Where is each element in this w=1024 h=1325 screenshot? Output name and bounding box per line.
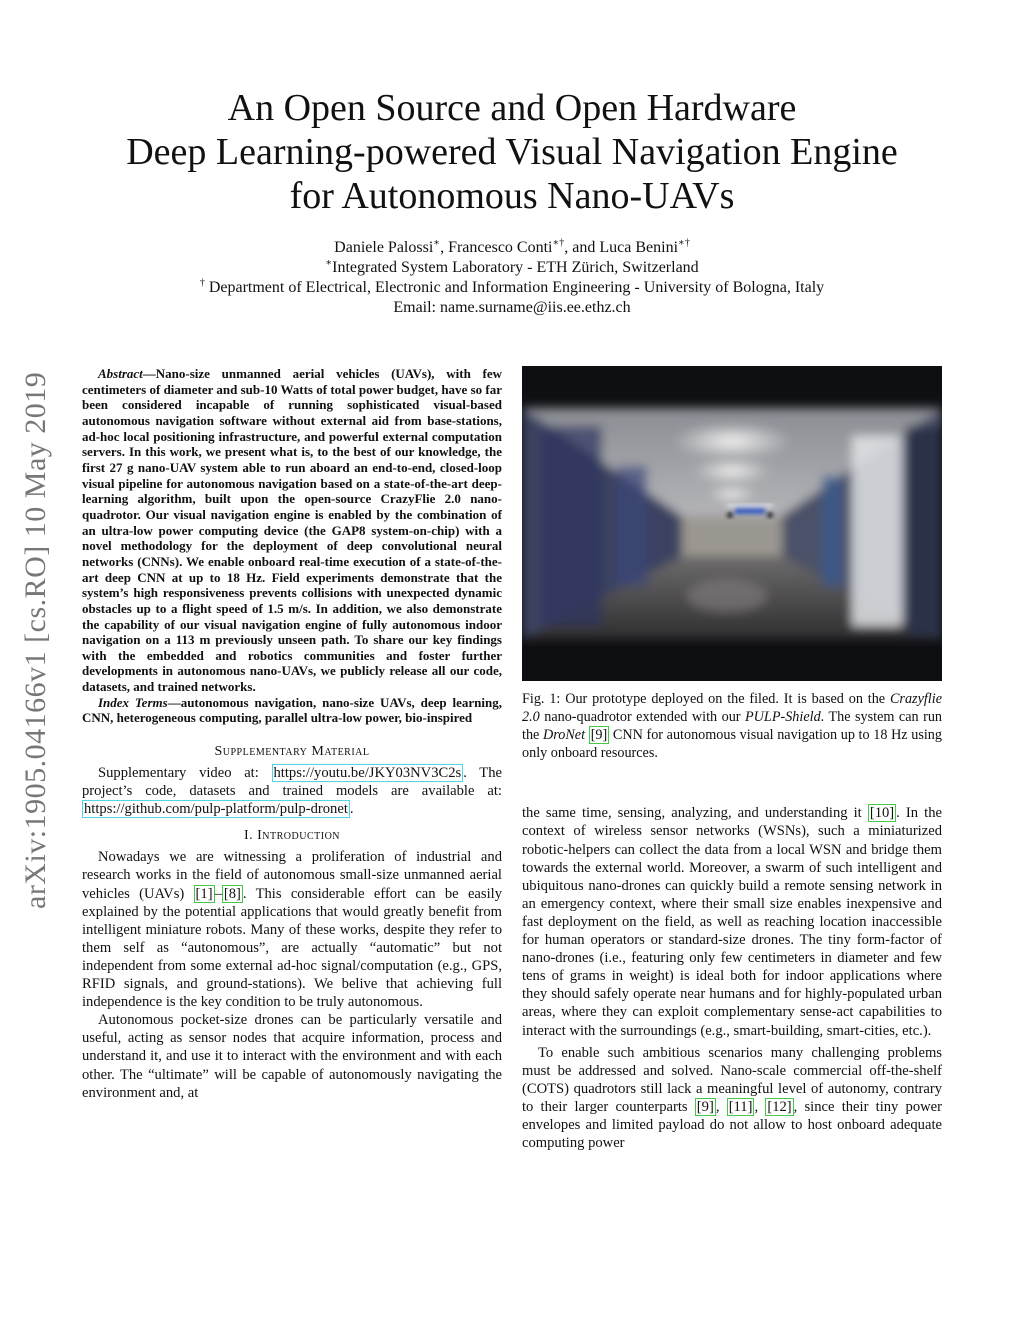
citation-12[interactable]: [12] [767,1098,792,1115]
caption-text-b: nano-quadrotor extended with our [539,709,746,726]
right-p1-text-b: . In the context of wireless sensor networks (WSNs), such a miniaturized robotic-helpers can collect the data from a local WSN and bridge them towards the external world. Moreover, a swarm of such intelligent and ubiquitous nano-drones can quickly build a remote sensing network in an emergency context, where their small size enables inexpensive and fast deployment on the field, as well as reaching location inaccessible for human operators or standard-size drones. The tiny form-factor of nano-drones (i.e., featuring only few centimeters in diameter and few tens of grams in weight) is ideal both for indoor applications where they should safely operate near humans and for highly-populated urban areas, where they can exploit complementary sense-act capabilities to interact with the surroundings (e.g., smart-building, smart-cities, etc.). [522,805,942,1039]
citation-11[interactable]: [11] [728,1098,753,1115]
caption-pulp-shield: PULP-Shield [745,709,821,726]
title-line-1: An Open Source and Open Hardware [227,87,797,129]
supplementary-heading: Supplementary Material [214,744,370,760]
author-2-mark: ∗† [552,237,565,249]
intro-p1-text-a: Nowadays we are witnessing a proliferation of industrial and research works in the field of autonomous small-size unmanned aerial vehicles (UAVs) [82,849,502,902]
video-link[interactable]: https://youtu.be/JKY03NV3C2s [273,765,462,782]
affiliation-2 [60,278,964,298]
supplementary-paragraph [82,764,502,818]
caption-text-d: CNN for autonomous visual navigation up to 18 Hz using only onboard resources. [522,727,942,762]
author-email: Email: name.surname@iis.ee.ethz.ch [393,299,631,316]
abstract-paragraph [82,366,502,695]
author-3-mark: ∗† [678,237,690,249]
citation-range-dash: – [214,885,222,902]
right-paragraph-2 [522,1044,942,1153]
intro-paragraph-1 [82,848,502,1011]
right-p2-comma-1: , [715,1098,727,1115]
citation-8[interactable]: [8] [223,885,241,902]
supplementary-text-1: Supplementary video at: [98,765,272,782]
citation-10[interactable]: [10] [869,805,895,822]
figure-1-caption [522,690,942,762]
affiliation-2-text: Department of Electrical, Electronic and Information Engineering - University of Bologna, Italy [204,279,825,296]
author-names [60,238,964,258]
intro-paragraph-2: Autonomous pocket-size drones can be particularly versatile and useful, acting as sensor nodes that acquire information, process and understand it, and use it to interact with the environment and with each other. The “ultimate” will be capable of autonomously navigating the environment and, at [82,1012,502,1101]
abstract-text: —Nano-size unmanned aerial vehicles (UAVs), with few centimeters of diameter and sub-10 Watts of total power budget, have so far been considered incapable of running sophisticated visual-based autonomous navigation software without external aid from base-stations, ad-hoc local positioning infrastructure, and powerful external computation servers. In this work, we present what is, to the best of our knowledge, the first 27 g nano-UAV system able to run aboard an end-to-end, closed-loop visual pipeline for autonomous navigation based on a state-of-the-art deep-learning algorithm, built upon the open-source CrazyFlie 2.0 nano-quadrotor. Our visual navigation engine is enabled by the combination of an ultra-low power computing device (the GAP8 system-on-chip) with a novel methodology for the deployment of deep convolutional neural networks (CNNs). We enable onboard real-time execution of a state-of-the-art deep CNN at up to 18 Hz. Field experiments demonstrate that the system’s high responsiveness prevents collisions with unexpected dynamic obstacles up to a flight speed of 1.5 m/s. In addition, we also demonstrate the capability of our visual navigation engine of fully autonomous indoor navigation on a 113 m previously unseen path. To share our key findings with the embedded and robotics communities and foster further developments in autonomous nano-UAVs, we publicly release all our code, datasets, and trained networks. [82,366,502,695]
supplementary-text-3: . [349,801,354,818]
affiliation-1 [60,258,964,278]
title-line-2: Deep Learning-powered Visual Navigation Engine [126,131,898,173]
author-block [60,238,964,318]
intro-p1-text-b: . This considerable effort can be easily explained by the potential applications that would greatly benefit from intelligent miniature robots. Many of these works, despite they refer to them self as “autonomous”, are actually “automatic” but not independent from some external ad-hoc signal/computation (e.g., GPS, RFID signals, and ground-stations). We belive that achieving full independence is the key condition to be truly autonomous. [82,885,502,1011]
author-1-mark: ∗ [433,237,441,249]
caption-text-c: . The system can run the [522,709,943,744]
abstract [82,366,502,726]
left-column [82,366,502,1102]
affiliation-1-mark: ∗ [325,257,333,269]
right-paragraph-1 [522,804,942,1039]
index-terms-label: Index Terms [98,694,168,710]
index-terms [82,695,502,726]
citation-9[interactable]: [9] [696,1098,714,1115]
affiliation-2-mark: † [199,277,205,289]
caption-crazyflie: Crazyflie 2.0 [522,691,942,726]
paper-title [60,86,964,218]
citation-9-caption[interactable]: [9] [590,727,608,744]
code-link[interactable]: https://github.com/pulp-platform/pulp-dronet [84,801,348,818]
title-line-3: for Autonomous Nano-UAVs [289,175,735,217]
right-column [522,366,942,1152]
caption-text-a: Fig. 1: Our prototype deployed on the filed. It is based on the [522,691,890,707]
caption-dronet: DroNet [542,727,586,744]
author-2: , Francesco Conti [440,239,553,256]
citation-1[interactable]: [1] [195,885,213,902]
supplementary-text-2: . The project’s code, datasets and trained models are available at: [82,765,502,800]
affiliation-1-text: Integrated System Laboratory - ETH Zürich, Switzerland [332,259,699,276]
figure-1-photo [522,366,942,681]
index-terms-text: —autonomous navigation, nano-size UAVs, deep learning, CNN, heterogeneous computing, parallel ultra-low power, bio-inspired [82,694,502,726]
corridor-photo-illustration [522,366,942,681]
author-1: Daniele Palossi [334,239,434,256]
author-3: , and Luca Benini [564,239,679,256]
introduction-heading: I. Introduction [243,828,341,844]
right-p1-text-a: the same time, sensing, analyzing, and understanding it [522,805,868,822]
abstract-label: Abstract [98,366,143,381]
arxiv-identifier: arXiv:1905.04166v1 [cs.RO] 10 May 2019 [19,371,52,909]
right-p2-text-b: , since their tiny power envelopes and limited payload do not allow to host onboard adequate computing power [522,1098,943,1152]
right-p2-comma-2: , [754,1098,766,1115]
right-p2-text-a: To enable such ambitious scenarios many challenging problems must be addressed and solved. Nano-scale commercial off-the-shelf (COTS) quadrotors still lack a meaningful level of autonomy, contrary to their larger counterparts [522,1044,942,1115]
